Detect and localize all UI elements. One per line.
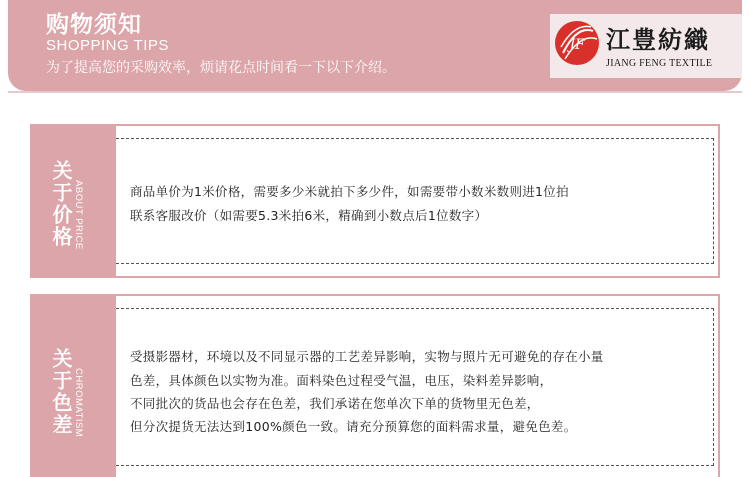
section-text-line: 不同批次的货品也会存在色差，我们承诺在您单次下单的货物里无色差， [130, 396, 540, 411]
section-text-line: 色差，具体颜色以实物为准。面料染色过程受气温，电压，染料差异影响， [130, 373, 553, 388]
chromatism-section-label [32, 296, 116, 477]
dashed-border [116, 465, 714, 466]
section-text-line: 受摄影器材，环境以及不同显示器的工艺差异影响，实物与照片无可避免的存在小量 [130, 349, 604, 364]
price-section-label [32, 126, 116, 276]
dashed-border [116, 263, 714, 264]
section-text-line: 但分次提货无法达到100%颜色一致。请充分预算您的面料需求量，避免色差。 [130, 419, 577, 434]
price-section [30, 124, 720, 278]
brand-name-en: JIANG FENG TEXTILE [606, 58, 713, 69]
logo-mark-icon [553, 19, 601, 67]
brand-name-cn: 江豊紡織 [606, 25, 710, 54]
chromatism-section-body [116, 296, 718, 477]
section-text-line: 商品单价为1米价格，需要多少米就拍下多少件，如需要带小数米数则进1位拍 [130, 184, 569, 199]
section-text-line: 联系客服改价（如需要5.3米拍6米，精确到小数点后1位数字） [130, 208, 488, 223]
page-header [8, 0, 742, 91]
dashed-border [713, 138, 714, 264]
page-title: 购物须知 [46, 12, 142, 38]
section-title-cn: 关于价格 [49, 160, 73, 248]
dashed-border [116, 308, 714, 309]
section-title-en: ABOUT PRICE [73, 180, 84, 250]
dashed-border [116, 138, 714, 139]
chromatism-section [30, 294, 720, 477]
price-section-body [116, 126, 718, 276]
page-subtitle: SHOPPING TIPS [46, 37, 169, 54]
section-title-en: CHROMATISM [73, 368, 84, 438]
header-divider [8, 91, 742, 93]
page-description: 为了提高您的采购效率，烦请花点时间看一下以下介绍。 [46, 60, 396, 76]
brand-logo [550, 14, 742, 78]
section-title-cn: 关于色差 [49, 348, 73, 436]
svg-text:JF: JF [569, 37, 585, 53]
dashed-border [713, 308, 714, 466]
